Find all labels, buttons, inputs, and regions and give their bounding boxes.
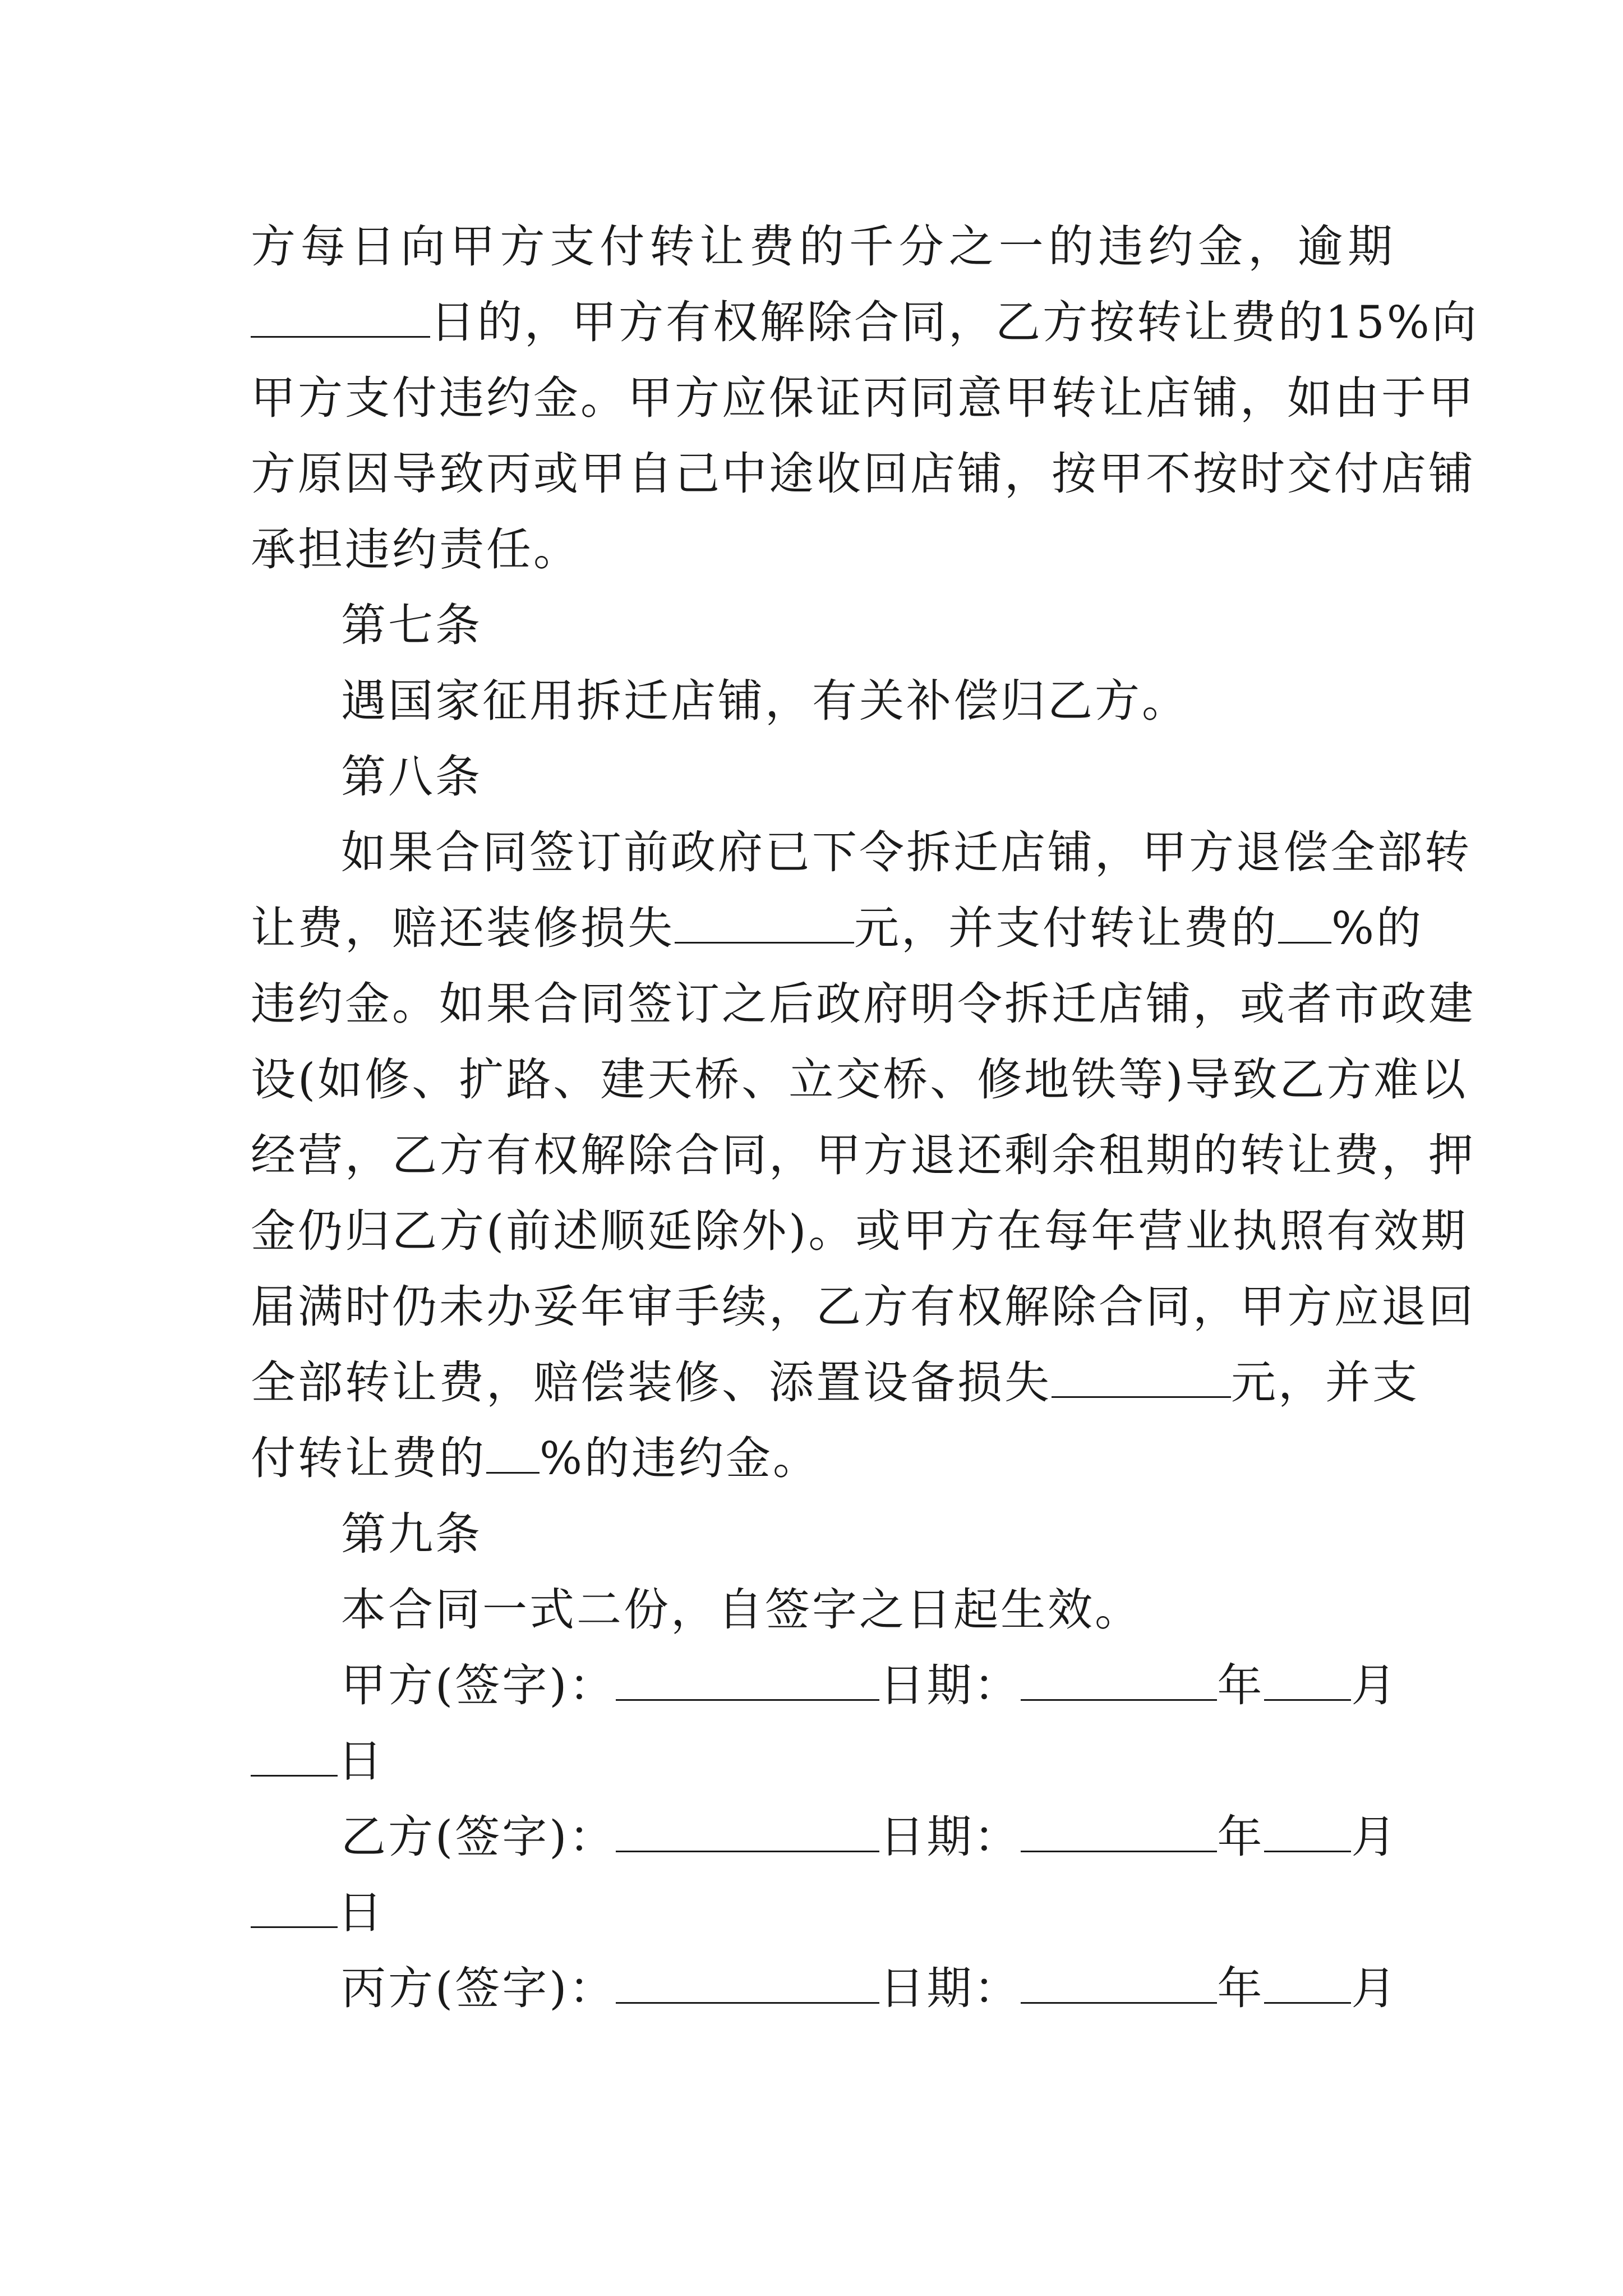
- line-text: 元，并支: [1231, 1356, 1419, 1409]
- char: 金: [1198, 220, 1246, 273]
- paragraph-line: [251, 1203, 1468, 1259]
- line-text: 如果合同签订前政府已下令拆迁店铺，甲方退偿全部转: [341, 826, 1472, 878]
- line-text: 让费，赔还装修损失: [251, 902, 675, 954]
- char: 支: [550, 220, 597, 273]
- char: 违: [1098, 220, 1146, 273]
- signature-day-b: [251, 1885, 1395, 1941]
- line-text: 甲方支付违约金。甲方应保证丙同意甲转让店铺，如由于甲: [251, 372, 1476, 424]
- party-label: 甲方(签字)：: [341, 1659, 616, 1711]
- paragraph-line: [251, 219, 1395, 275]
- year-label: 年: [1217, 1659, 1265, 1711]
- article-7-body: 遇国家征用拆迁店铺，有关补偿归乙方。: [341, 675, 1189, 727]
- line-text: 承担违约责任。: [251, 523, 580, 576]
- year-label: 年: [1217, 1962, 1265, 2014]
- signature-blank[interactable]: [616, 1811, 879, 1852]
- paragraph-line: [251, 1279, 1476, 1335]
- party-label: 丙方(签字)：: [341, 1962, 616, 2014]
- party-label: 乙方(签字)：: [341, 1811, 616, 1863]
- fill-in-blank[interactable]: [486, 1433, 540, 1474]
- paragraph-line: [341, 825, 1472, 881]
- article-heading: [341, 597, 1395, 654]
- article-heading: [341, 749, 1395, 805]
- char: 向: [400, 220, 448, 273]
- paragraph-line: [251, 976, 1476, 1032]
- char: 的: [799, 220, 846, 273]
- line-text: %的违约金。: [540, 1432, 820, 1484]
- paragraph-line: [251, 1430, 1395, 1487]
- fill-in-blank[interactable]: [675, 903, 854, 944]
- char: 逾: [1298, 220, 1345, 273]
- signature-day-a: [251, 1733, 1395, 1789]
- line-text: 付转让费的: [251, 1432, 486, 1484]
- line-text: 全部转让费，赔偿装修、添置设备损失: [251, 1356, 1052, 1409]
- line-text: 元，并支付转让费的: [854, 902, 1278, 954]
- line-text: %的: [1331, 902, 1424, 954]
- signature-line-b: [341, 1809, 1399, 1865]
- signature-blank[interactable]: [616, 1963, 879, 2004]
- line-text: 届满时仍未办妥年审手续，乙方有权解除合同，甲方应退回: [251, 1281, 1476, 1333]
- article-7-heading: 第七条: [341, 599, 482, 651]
- day-blank[interactable]: [251, 1736, 338, 1777]
- year-blank[interactable]: [1021, 1660, 1217, 1701]
- char: ，: [1248, 220, 1295, 273]
- paragraph-line: [251, 900, 1424, 956]
- paragraph-line: [251, 446, 1476, 502]
- year-blank[interactable]: [1021, 1811, 1217, 1852]
- article-heading: [341, 1506, 1395, 1562]
- day-label: 日: [338, 1735, 385, 1787]
- article-body: [341, 1582, 1395, 1638]
- char: 之: [948, 220, 996, 273]
- paragraph-line: [251, 295, 1479, 351]
- day-label: 日: [338, 1887, 385, 1939]
- signature-blank[interactable]: [616, 1660, 879, 1701]
- line-text: 日的，甲方有权解除合同，乙方按转让费的15%向: [430, 296, 1479, 348]
- char: 转: [649, 220, 697, 273]
- fill-in-blank[interactable]: [1052, 1357, 1231, 1398]
- char: 分: [898, 220, 946, 273]
- day-blank[interactable]: [251, 1887, 338, 1928]
- line-text: 金仍归乙方(前述顺延除外)。或甲方在每年营业执照有效期: [251, 1205, 1468, 1257]
- paragraph-line: [251, 1052, 1468, 1108]
- year-blank[interactable]: [1021, 1963, 1217, 2004]
- char: 方: [500, 220, 547, 273]
- paragraph-line: [251, 1355, 1419, 1411]
- date-label: 日期：: [879, 1659, 1021, 1711]
- fill-in-blank[interactable]: [251, 297, 430, 338]
- month-label: 月: [1351, 1962, 1399, 2014]
- char: 约: [1148, 220, 1196, 273]
- char: 一: [998, 220, 1046, 273]
- paragraph-line: [251, 522, 1395, 578]
- year-label: 年: [1217, 1811, 1265, 1863]
- char: 付: [600, 220, 647, 273]
- char: 千: [849, 220, 896, 273]
- line-text: 设(如修、扩路、建天桥、立交桥、修地铁等)导致乙方难以: [251, 1053, 1468, 1106]
- char: 让: [699, 220, 747, 273]
- date-label: 日期：: [879, 1811, 1021, 1863]
- char: 费: [749, 220, 797, 273]
- fill-in-blank[interactable]: [1278, 903, 1331, 944]
- char: 的: [1048, 220, 1096, 273]
- month-label: 月: [1351, 1659, 1399, 1711]
- paragraph-line: [251, 370, 1476, 426]
- line-text: 方原因导致丙或甲自己中途收回店铺，按甲不按时交付店铺: [251, 448, 1476, 500]
- signature-line-a: [341, 1658, 1399, 1714]
- article-body: [341, 673, 1395, 729]
- date-label: 日期：: [879, 1962, 1021, 2014]
- month-blank[interactable]: [1264, 1963, 1351, 2004]
- char: 日: [350, 220, 398, 273]
- line-text: 经营，乙方有权解除合同，甲方退还剩余租期的转让费，押: [251, 1129, 1476, 1181]
- month-blank[interactable]: [1264, 1660, 1351, 1701]
- signature-line-c: [341, 1961, 1399, 2017]
- char: 每: [300, 220, 348, 273]
- char: 期: [1347, 220, 1395, 273]
- char: 方: [251, 220, 298, 273]
- month-blank[interactable]: [1264, 1811, 1351, 1852]
- line-text: 违约金。如果合同签订之后政府明令拆迁店铺，或者市政建: [251, 978, 1476, 1030]
- char: 甲: [450, 220, 497, 273]
- article-9-heading: 第九条: [341, 1508, 482, 1560]
- article-9-body: 本合同一式二份，自签字之日起生效。: [341, 1584, 1142, 1636]
- paragraph-line: [251, 1128, 1476, 1184]
- month-label: 月: [1351, 1811, 1399, 1863]
- article-8-heading: 第八条: [341, 751, 482, 803]
